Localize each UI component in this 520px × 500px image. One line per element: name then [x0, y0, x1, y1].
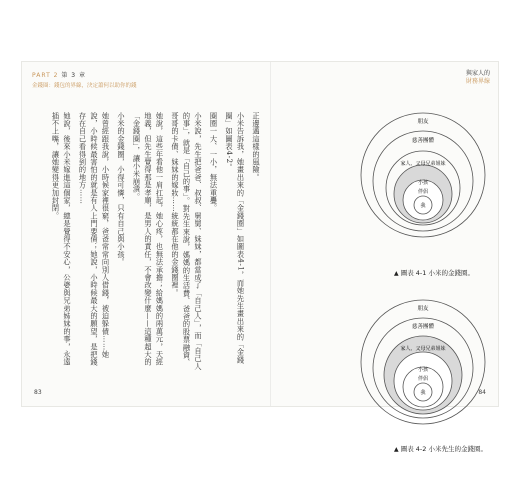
page-number-right: 84: [478, 389, 486, 396]
left-page-header: [32, 70, 137, 89]
label-family: 家人、父母兄弟姐妹: [400, 161, 446, 167]
label-children: 小孩: [417, 367, 429, 373]
book-title-line1: 與家人的: [465, 70, 490, 77]
book-spread: [22, 62, 498, 453]
book-gutter: [270, 62, 271, 406]
label-family: 家人、父母兄弟姐妹: [400, 346, 446, 352]
part-chapter-line: [32, 70, 137, 79]
paragraph: 正邊邁這樣的風險。: [252, 112, 261, 182]
figure-text: 小米的金錢圈。: [428, 269, 474, 277]
paragraph: 她曾經跟我說，小時候家裡很窮，爸爸常常向別人借錢，被迫躲債……她說，小時候最害怕的就是有人上門要債；她說，小時候最大的願望，是把錢存在自己看得到的地方……: [78, 112, 111, 367]
figure-caption-1: [394, 268, 474, 277]
money-circle-diagram-2: [358, 282, 488, 442]
paragraph: 她說，這些年看他一肩扛起，她心疼，也無法承擔；給媽媽的兩萬元，天經地義，但先生覺得那是孝順，是男人的責任，不會改變什麼——這種超大的「金錢圈」，讓小米崩潰。: [132, 112, 165, 367]
paragraph: 小米說，先生把爸爸、叔叔、舅舅、妹妹，都當成了「自己人」，而「自己人的事」，就是「自己的事」。對先生來說，媽媽的生活費、爸爸的股票融資、哥哥的卡債、妹妹的嫁妝……統統都在他的金錢圈裡。: [171, 112, 203, 371]
figure-label: 圖表 4-1: [400, 269, 427, 277]
body-text: [51, 112, 262, 372]
label-partner: 伴侶: [417, 376, 429, 382]
label-self: 我: [420, 390, 426, 396]
label-self: 我: [420, 203, 426, 209]
paragraph: 小米的金錢圈，小得可憐，只有自己與小孩。: [117, 112, 126, 266]
figure-caption-2: [394, 444, 487, 453]
money-circle-diagram-1: [358, 90, 488, 260]
page-number-left: 83: [34, 389, 42, 396]
paragraph: 小米告訴我，她畫出來的「金錢圈」如圖表4-1，而她先生畫出來的「金錢圈」如圖表4-2。: [225, 112, 246, 364]
label-children: 小孩: [417, 180, 429, 186]
figure-label: 圖表 4-2: [400, 445, 427, 453]
chapter-label: 第 3 章: [61, 72, 87, 79]
figure-text: 小米先生的金錢圈。: [428, 445, 487, 453]
part-label: PART 2: [32, 72, 59, 79]
paragraph: 圈圈一大、一小，無法重疊。: [209, 112, 219, 213]
label-friends: 朋友: [417, 119, 429, 125]
right-page-header: [466, 70, 490, 86]
label-charity: 慈善團體: [411, 324, 435, 330]
book-title-line2: 財務界線: [465, 78, 490, 85]
label-friends: 朋友: [417, 306, 429, 312]
chapter-subtitle: 金錢圈：錢包的界線，決定蕭何以助你的錢: [32, 83, 137, 89]
label-charity: 慈善團體: [411, 138, 435, 144]
paragraph: 她說，後來小米嫁進這個家，總是覺得不安心，公婆與兄弟姊妹的事，永遠插不上嘴，讓她變得更加封閉。: [51, 112, 72, 367]
triangle-icon: ▲: [394, 446, 399, 453]
label-partner: 伴侶: [417, 189, 429, 195]
triangle-icon: ▲: [394, 270, 399, 277]
